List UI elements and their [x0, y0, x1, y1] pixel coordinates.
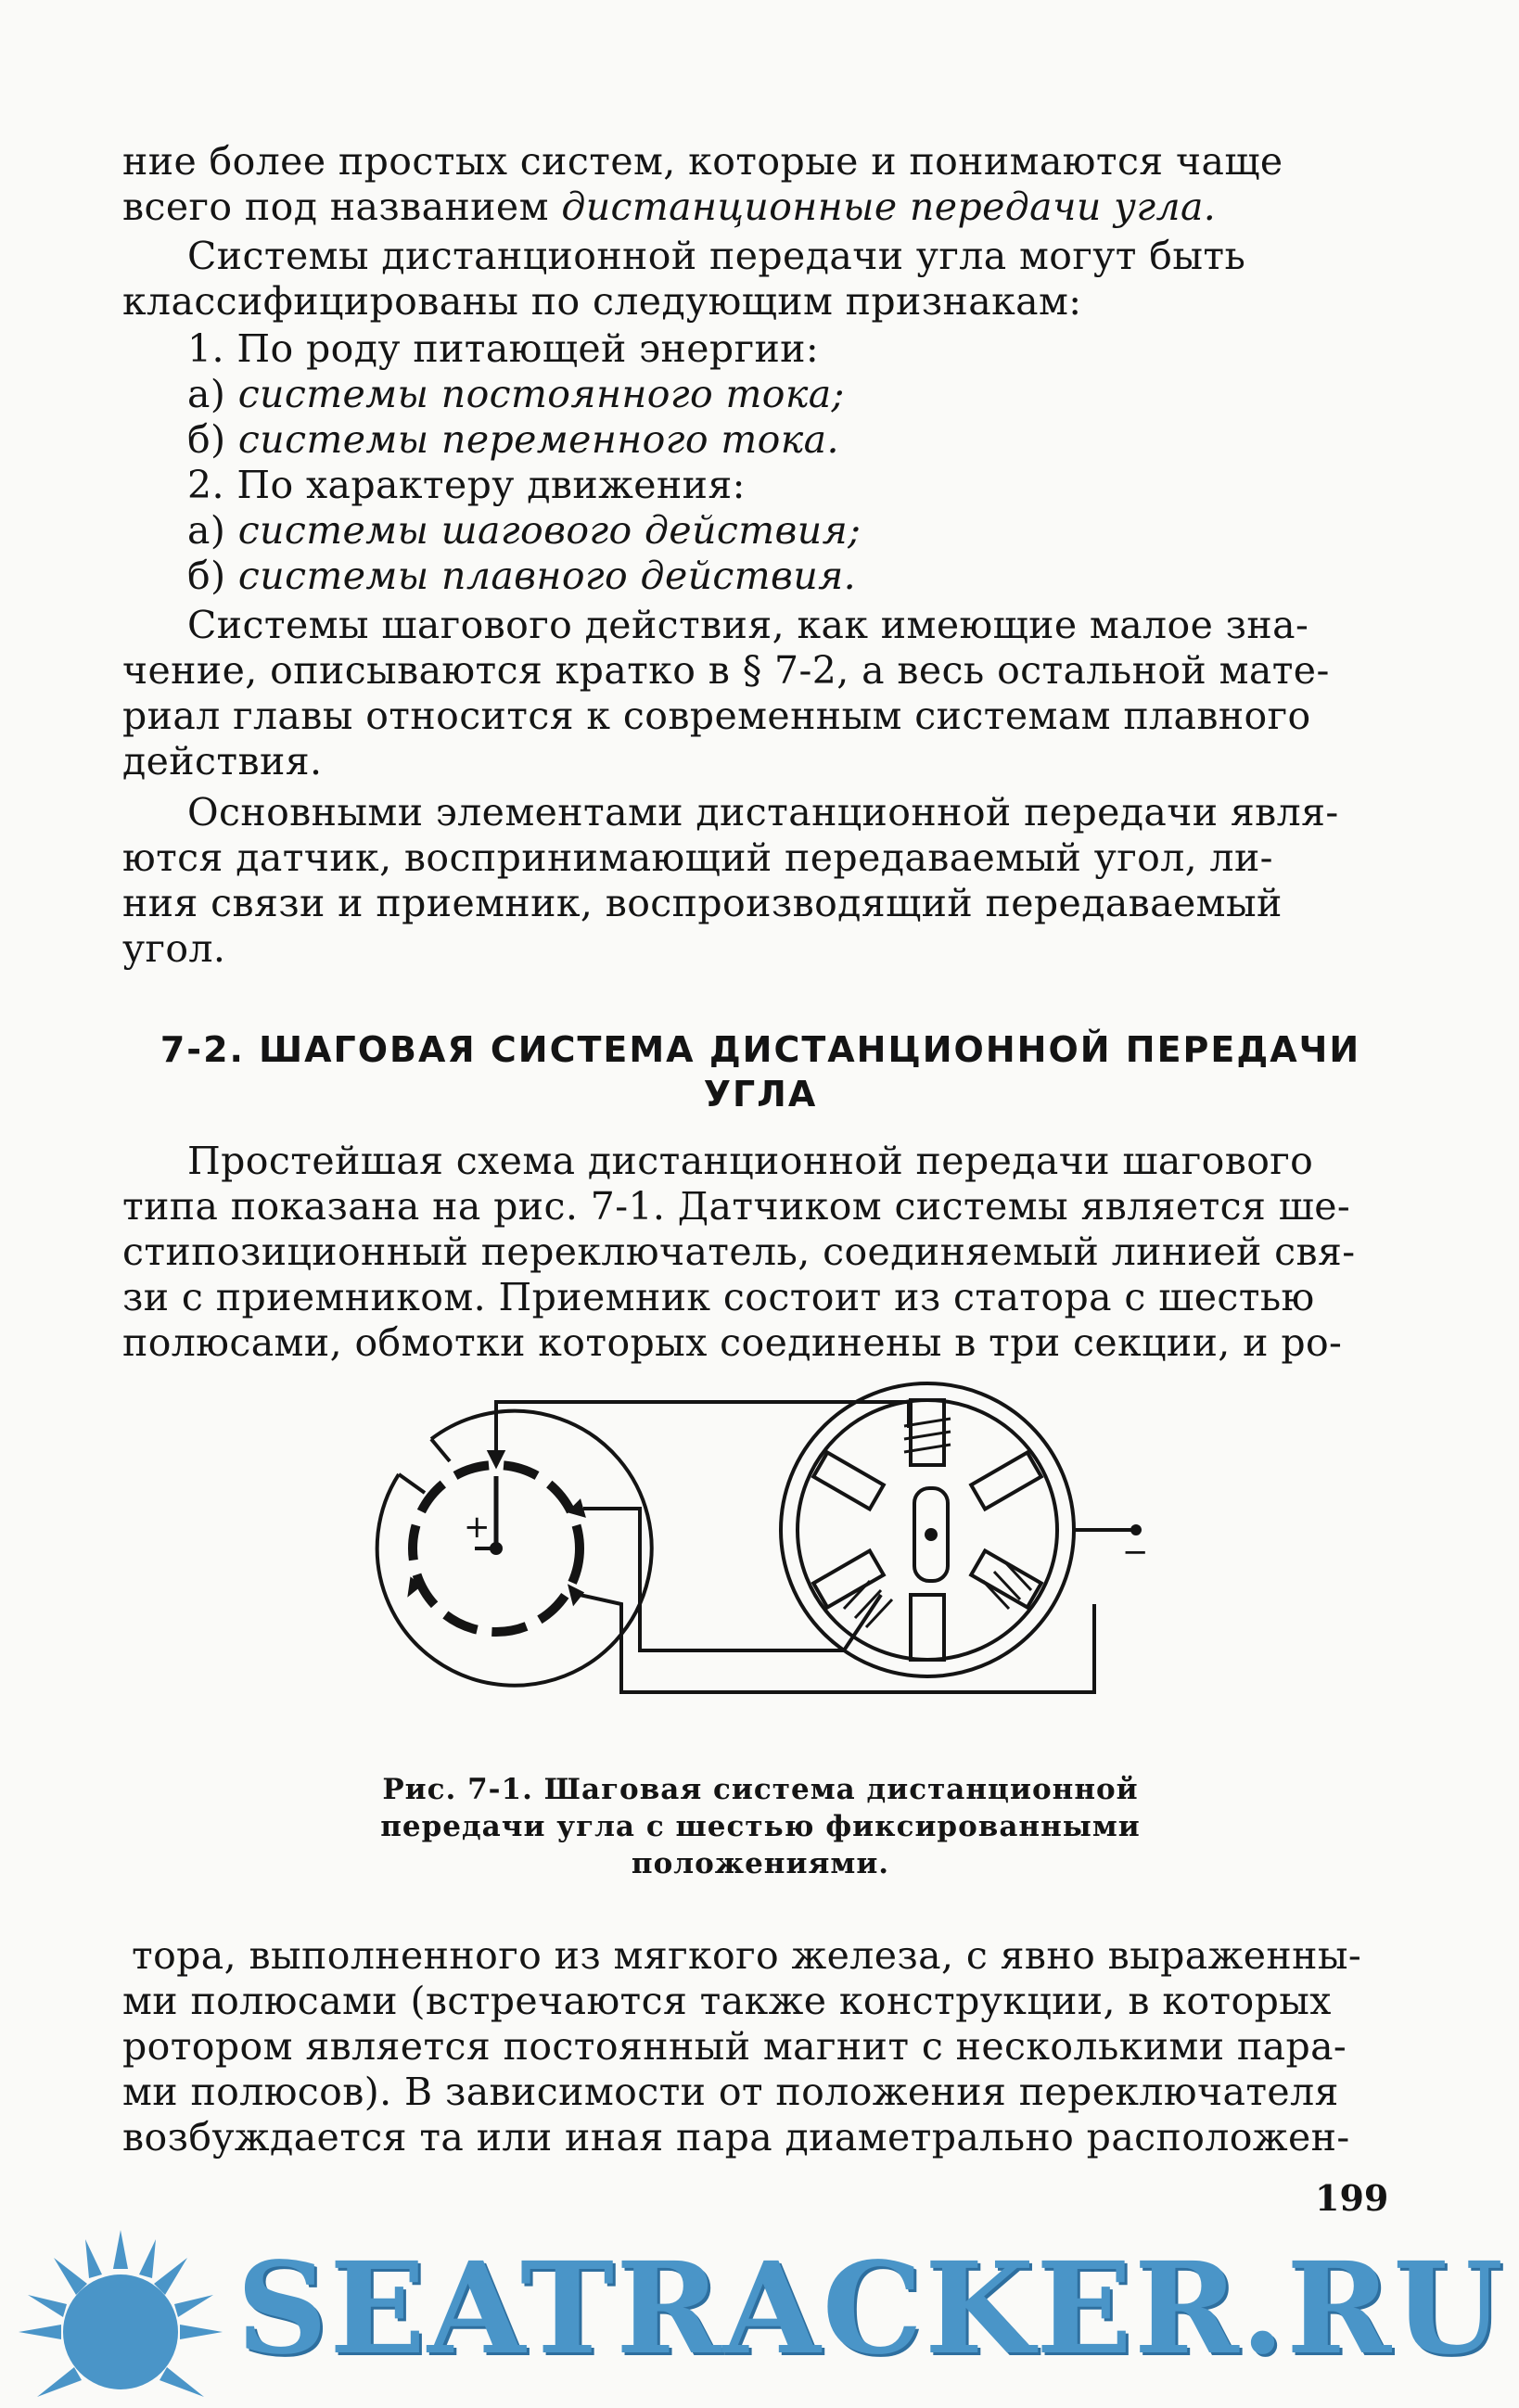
stator-pole [971, 1453, 1041, 1510]
text-line: ми полюсами (встречаются также конструкции, в которых [122, 1979, 1332, 2023]
figure-caption [306, 1771, 1215, 1882]
italic-term: дистанционные передачи угла. [561, 185, 1217, 229]
list-heading-1: 1. По роду питающей энергии: [187, 326, 820, 371]
list-heading-2: 2. По характеру движения: [187, 463, 746, 507]
text-line: ротором является постоянный магнит с несколькими пара- [122, 2024, 1347, 2069]
text-line: действия. [122, 739, 323, 784]
text-line: риал главы относится к современным системам плавного [122, 694, 1311, 738]
caption-line: положениями. [631, 1847, 890, 1880]
switch-gap-edge [431, 1439, 450, 1461]
text-line: Системы шагового действия, как имеющие малое зна- [187, 603, 1309, 647]
terminal-plus [1132, 1526, 1140, 1534]
text-line: угол. [122, 926, 226, 971]
intro-paragraph [122, 139, 1365, 230]
list-item-a2: а) системы шагового действия; [187, 508, 862, 553]
text-line: зи с приемником. Приемник состоит из статора с шестью [122, 1275, 1315, 1319]
text-line: классифицированы по следующим признакам: [122, 279, 1082, 324]
stator-pole [971, 1551, 1041, 1608]
rotor-shaft [926, 1530, 936, 1539]
stator-pole [911, 1595, 944, 1660]
list-item-b2: б) системы плавного действия. [187, 554, 857, 598]
section-heading-line1: 7-2. ШАГОВАЯ СИСТЕМА ДИСТАНЦИОННОЙ ПЕРЕДАЧИ [160, 1029, 1361, 1070]
contact-terminal [490, 1452, 503, 1465]
classify-paragraph [122, 234, 1365, 325]
pole-winding [844, 1581, 892, 1627]
text-line: полюсами, обмотки которых соединены в три секции, и ро- [122, 1320, 1343, 1365]
plus-label: + [464, 1509, 491, 1546]
switch-gap-edge [399, 1474, 425, 1493]
text-line: стипозиционный переключатель, соединяемый линией свя- [122, 1229, 1356, 1274]
switch-outer-arc [377, 1411, 652, 1686]
text-line: ния связи и приемник, воспроизводящий передаваемый [122, 881, 1283, 925]
text-line: ми полюсов). В зависимости от положения переключателя [122, 2070, 1339, 2114]
figure-7-1-diagram [362, 1372, 1159, 1743]
text-line: возбуждается та или иная пара диаметрально расположен- [122, 2115, 1350, 2160]
page-number: 199 [1315, 2177, 1389, 2219]
caption-line: Рис. 7-1. Шаговая система дистанционной [382, 1773, 1139, 1806]
text-line: типа показана на рис. 7-1. Датчиком системы является ше- [122, 1184, 1351, 1229]
section-heading-line2: УГЛА [703, 1074, 818, 1115]
list-item-b1: б) системы переменного тока. [187, 417, 839, 462]
caption-line: передачи угла с шестью фиксированными [380, 1810, 1141, 1843]
sun-logo-icon [9, 2211, 232, 2408]
text-line: тора, выполненного из мягкого железа, с явно выраженны- [132, 1933, 1362, 1978]
list-item-a1: а) системы постоянного тока; [187, 372, 845, 416]
wire [583, 1509, 881, 1650]
text-line: ются датчик, воспринимающий передаваемый угол, ли- [122, 835, 1273, 880]
watermark-text: SEATRACKER.RU [236, 2235, 1505, 2383]
stator-pole [813, 1453, 884, 1510]
minus-label: − [1122, 1534, 1149, 1571]
scheme-paragraph [122, 1139, 1365, 1366]
classification-list [122, 326, 1365, 599]
text-line: Основными элементами дистанционной передачи явля- [187, 790, 1339, 835]
text-line: Системы дистанционной передачи угла могут быть [187, 234, 1246, 278]
elements-paragraph [122, 790, 1365, 972]
rotor-paragraph [122, 1933, 1365, 2160]
text-line: всего под названием дистанционные передачи угла. [122, 185, 1217, 229]
text-line: Простейшая схема дистанционной передачи шагового [187, 1139, 1314, 1183]
contact-terminal [570, 1502, 583, 1515]
switch-pivot [491, 1544, 501, 1553]
section-heading [139, 1027, 1382, 1116]
text-line: чение, описываются кратко в § 7-2, а весь остальной мате- [122, 648, 1330, 693]
text-line: ние более простых систем, которые и понимаются чаще [122, 139, 1283, 184]
step-paragraph [122, 603, 1365, 784]
